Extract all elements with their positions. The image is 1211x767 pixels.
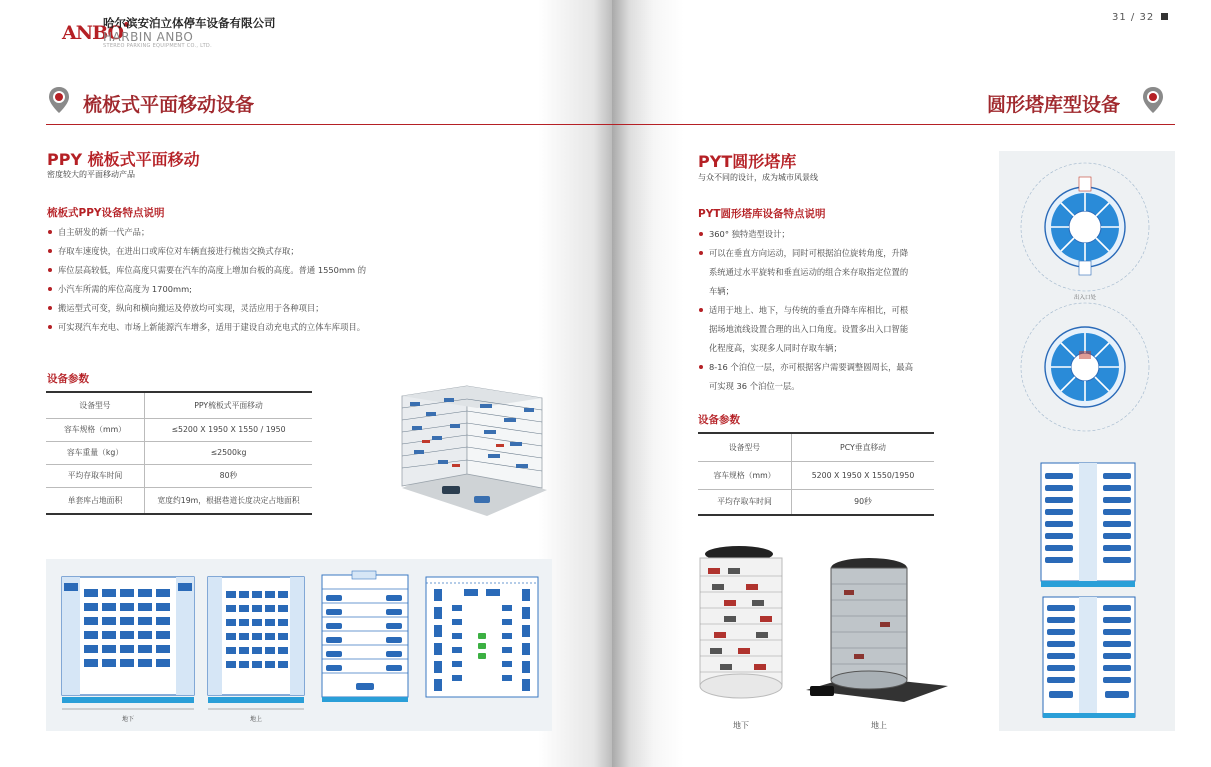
feature-item: 适用于地上、地下，与传统的垂直升降车库相比，可根	[697, 301, 957, 320]
pyt-features-list	[697, 225, 957, 396]
brand-logo: ANBO	[62, 22, 129, 44]
pyt-drawings-panel	[999, 151, 1175, 731]
feature-item: 可以在垂直方向运动，同时可根据泊位旋转角度，升降	[697, 244, 957, 263]
pyt-tower-photos-image	[694, 540, 950, 708]
feature-item-continued: 化程度高，实现多人同时存取车辆；	[709, 343, 842, 353]
location-pin-icon	[1142, 86, 1164, 114]
right-header-rule	[612, 124, 1175, 125]
left-header-title: 梳板式平面移动设备	[83, 94, 255, 116]
company-name-en-sub: STEREO PARKING EQUIPMENT CO., LTD.	[103, 43, 212, 49]
left-header-rule	[46, 124, 612, 125]
table-row: 设备型号 PCY垂直移动	[698, 433, 934, 461]
table-row: 容车规格（mm） ≤5200 X 1950 X 1550 / 1950	[46, 418, 312, 441]
ppy-section-title: PPY 梳板式平面移动	[47, 150, 200, 169]
pyt-params-title: 设备参数	[698, 414, 740, 426]
feature-item: 自主研发的新一代产品；	[46, 223, 426, 242]
feature-item: 8-16 个泊位一层，亦可根据客户需要调整圆周长，最高	[697, 358, 957, 377]
company-name-en: HARBIN ANBO	[103, 30, 194, 44]
ppy-features-list	[46, 223, 426, 337]
photo-caption-ground: 地上	[871, 721, 887, 730]
ppy-garage-render-image	[392, 378, 552, 520]
diagram-label-ground: 地上	[249, 717, 263, 723]
pyt-params-table	[698, 432, 934, 516]
feature-item-continued: 据场地流线设置合理的出入口角度。设置多出入口智能	[709, 324, 909, 334]
table-row: 容车重量（kg） ≤2500kg	[46, 441, 312, 464]
diagram-label-underground: 地下	[121, 717, 135, 723]
ppy-section-subtitle: 密度较大的平面移动产品	[47, 170, 135, 179]
ppy-plan-drawings-panel	[46, 559, 552, 731]
feature-item-continued: 小汽车所需的库位高度为 1700mm;	[46, 280, 426, 299]
ppy-plan-drawings-image	[46, 559, 552, 731]
pyt-section-title: PYT圆形塔库	[698, 152, 797, 171]
feature-item: 搬运型式可变，纵向和横向搬运及停放均可实现，灵活应用于各种项目；	[46, 299, 426, 318]
pyt-features-title: PYT圆形塔库设备特点说明	[698, 208, 826, 220]
feature-item: 360° 独特造型设计；	[697, 225, 957, 244]
page-number: 31 / 32	[1112, 12, 1168, 23]
pyt-drawings-image	[999, 151, 1175, 731]
ppy-params-title: 设备参数	[47, 373, 89, 385]
location-pin-icon	[48, 86, 70, 114]
ppy-features-title: 梳板式PPY设备特点说明	[47, 207, 165, 219]
feature-item: 库位层高较低，库位高度只需要在汽车的高度上增加台板的高度。普通 1550mm 的	[46, 261, 426, 280]
feature-item: 存取车速度快，在进出口或库位对车辆直接进行梳齿交换式存取；	[46, 242, 426, 261]
feature-item: 可实现汽车充电、市场上新能源汽车增多，适用于建设自动充电式的立体车库项目。	[46, 318, 426, 337]
table-row: 平均存取车时间 80秒	[46, 464, 312, 487]
right-header-title: 圆形塔库型设备	[987, 94, 1121, 116]
feature-item-continued: 车辆；	[709, 286, 734, 296]
right-page	[612, 0, 1211, 767]
table-row: 设备型号 PPY梳板式平面移动	[46, 392, 312, 418]
pyt-section-subtitle: 与众不同的设计，成为城市风景线	[698, 173, 818, 182]
photo-caption-underground: 地下	[733, 721, 749, 730]
ppy-params-table	[46, 391, 312, 515]
table-row: 容车规格（mm） 5200 X 1950 X 1550/1950	[698, 461, 934, 489]
table-row: 单套库占地面积 宽度约19m，根据巷道长度决定占地面积	[46, 487, 312, 514]
company-name-cn: 哈尔滨安泊立体停车设备有限公司	[103, 16, 276, 30]
feature-item-continued: 系统通过水平旋转和垂直运动的组合来存取指定位置的	[709, 267, 909, 277]
table-row: 平均存取车时间 90秒	[698, 489, 934, 515]
feature-item-continued: 可实现 36 个泊位一层。	[709, 381, 800, 391]
plan-label: 出入口处	[1073, 295, 1097, 301]
